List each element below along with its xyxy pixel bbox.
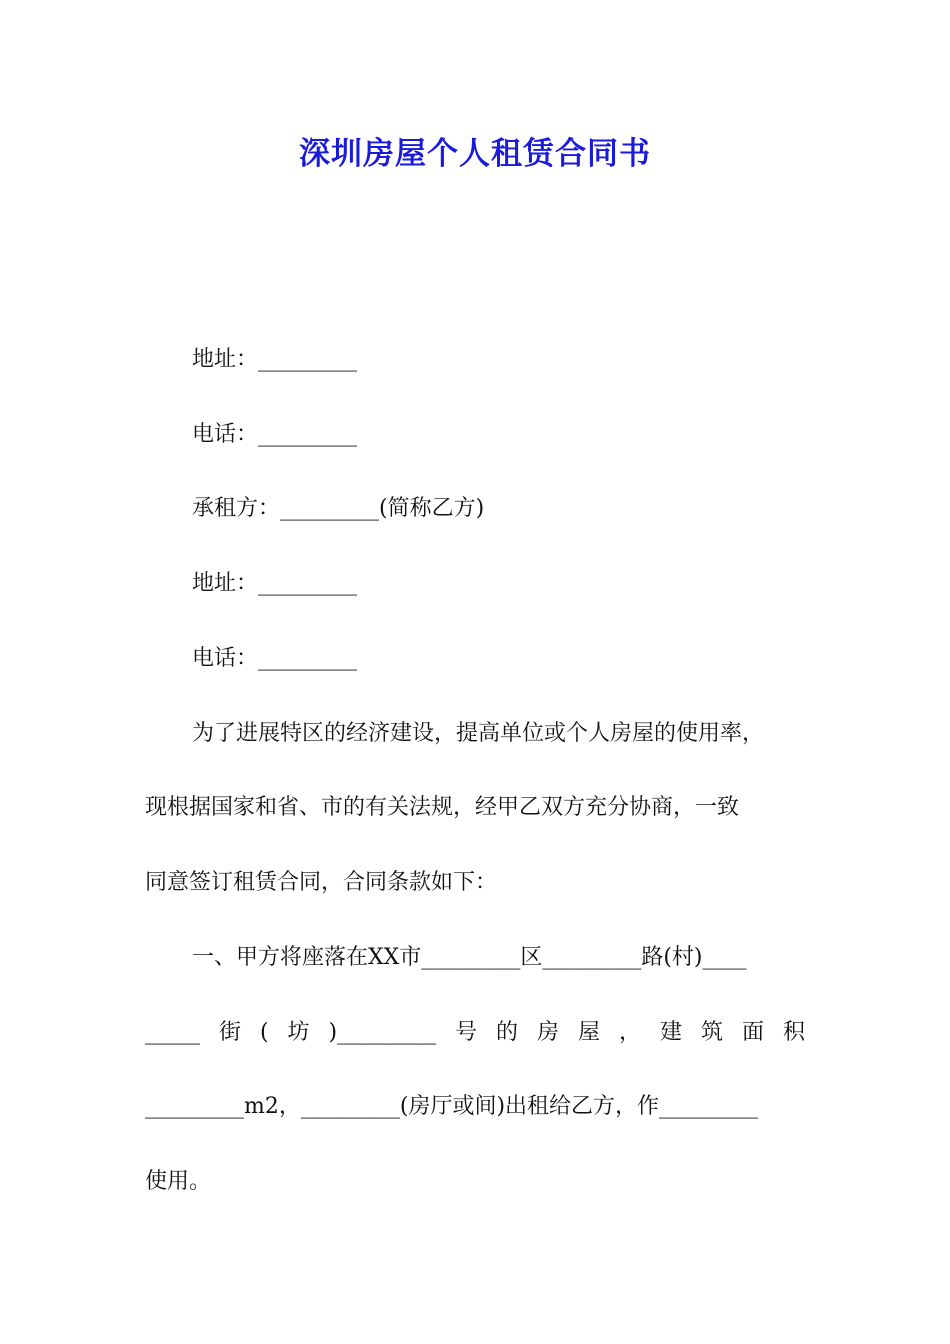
clause-token: )_________ <box>328 1020 437 1045</box>
clause-token: 的 <box>496 1020 519 1045</box>
preamble-line-2: 现根据国家和省、市的有关法规，经甲乙双方充分协商，一致 <box>145 795 740 820</box>
clause-token: 坊 <box>287 1020 310 1045</box>
clause-token: 积 <box>782 1020 805 1045</box>
clause-token: 建 <box>659 1020 682 1045</box>
clause-token: 屋 <box>578 1020 601 1045</box>
preamble-line-3: 同意签订租赁合同，合同条款如下： <box>145 870 498 895</box>
clause-token: 号 <box>455 1020 478 1045</box>
clause-1-line-3: _________m2，_________(房厅或间)出租给乙方，作_________ <box>145 1094 759 1119</box>
lessor-phone-line: 电话：_________ <box>192 422 358 447</box>
lessee-address-line: 地址：_________ <box>192 571 358 596</box>
clause-token: 面 <box>741 1020 764 1045</box>
lessor-address-line: 地址：_________ <box>192 347 358 372</box>
lessee-phone-line: 电话：_________ <box>192 646 358 671</box>
clause-1-line-1: 一、甲方将座落在XX市_________区_________路(村)____ <box>192 945 747 970</box>
clause-token: _____ <box>145 1020 200 1045</box>
clause-token: ， <box>619 1020 642 1045</box>
clause-1-line-4: 使用。 <box>145 1169 212 1194</box>
lessee-line: 承租方：_________(简称乙方) <box>192 496 485 521</box>
clause-token: 筑 <box>700 1020 723 1045</box>
clause-token: 房 <box>537 1020 560 1045</box>
clause-token: ( <box>259 1020 269 1045</box>
clause-1-line-2 <box>145 1018 805 1048</box>
clause-token: 街 <box>218 1020 241 1045</box>
document-title: 深圳房屋个人租赁合同书 <box>299 136 651 172</box>
preamble-line-1: 为了进展特区的经济建设，提高单位或个人房屋的使用率， <box>192 721 765 746</box>
